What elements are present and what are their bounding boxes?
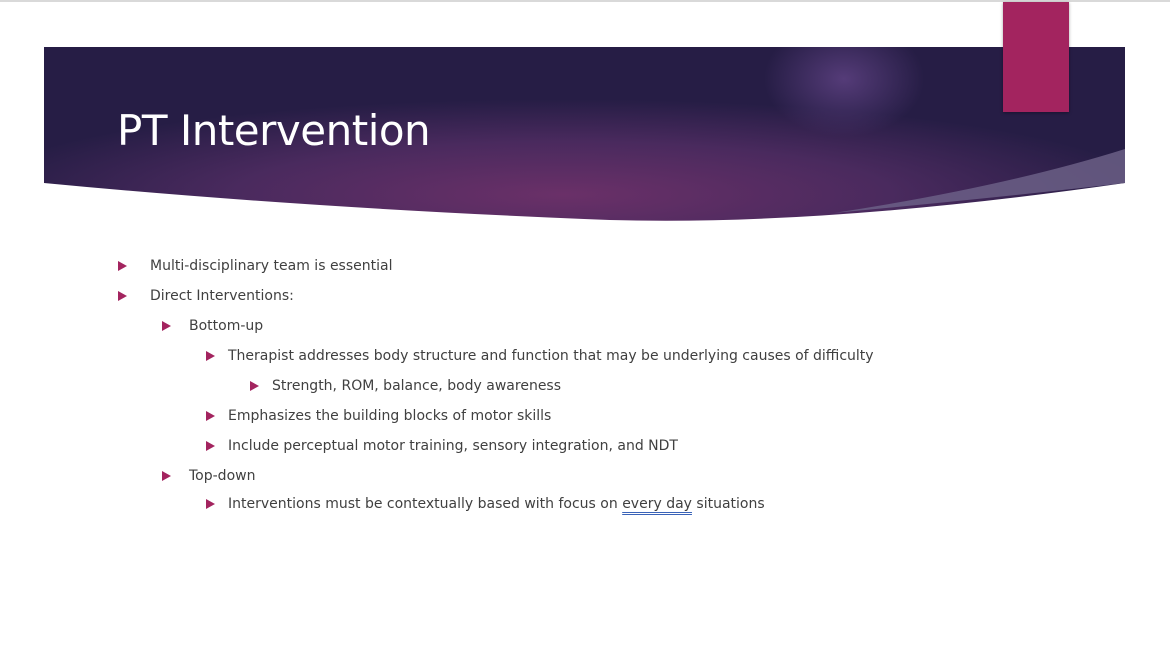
bullet-arrow-icon bbox=[206, 351, 215, 361]
bullet-arrow-icon bbox=[162, 471, 171, 481]
bullet-text bbox=[228, 496, 765, 512]
bullet-text: Bottom-up bbox=[189, 318, 264, 334]
bullet-level1[interactable] bbox=[118, 286, 294, 306]
bullet-level3[interactable] bbox=[206, 494, 765, 514]
bullet-arrow-icon bbox=[250, 381, 259, 391]
bullet-level2[interactable] bbox=[162, 316, 263, 336]
bullet-text: Direct Interventions: bbox=[150, 288, 294, 304]
spellcheck-flagged-word[interactable]: every day bbox=[622, 496, 692, 512]
bullet-text: Include perceptual motor training, sensory integration, and NDT bbox=[228, 438, 678, 454]
bullet-arrow-icon bbox=[206, 499, 215, 509]
slide-title[interactable]: PT Intervention bbox=[117, 106, 431, 155]
bullet-level4[interactable] bbox=[250, 376, 561, 396]
bullet-text: Multi-disciplinary team is essential bbox=[150, 258, 393, 274]
bullet-arrow-icon bbox=[206, 411, 215, 421]
bullet-text: Emphasizes the building blocks of motor skills bbox=[228, 408, 552, 424]
bullet-arrow-icon bbox=[162, 321, 171, 331]
bullet-text: Therapist addresses body structure and function that may be underlying causes of difficulty bbox=[228, 348, 874, 364]
bullet-level1[interactable] bbox=[118, 256, 392, 276]
bullet-text: Top-down bbox=[189, 468, 256, 484]
bullet-level3[interactable] bbox=[206, 346, 874, 366]
bullet-arrow-icon bbox=[118, 261, 127, 271]
slide-top-border bbox=[0, 0, 1170, 2]
bullet-level3[interactable] bbox=[206, 436, 678, 456]
bullet-text-part: situations bbox=[691, 496, 765, 512]
bullet-arrow-icon bbox=[118, 291, 127, 301]
bullet-text: Strength, ROM, balance, body awareness bbox=[272, 378, 562, 394]
bullet-level3[interactable] bbox=[206, 406, 551, 426]
bullet-level2[interactable] bbox=[162, 466, 255, 486]
accent-tab bbox=[1003, 2, 1069, 112]
bullet-text-part: Interventions must be contextually based with focus on bbox=[228, 496, 623, 512]
bullet-arrow-icon bbox=[206, 441, 215, 451]
